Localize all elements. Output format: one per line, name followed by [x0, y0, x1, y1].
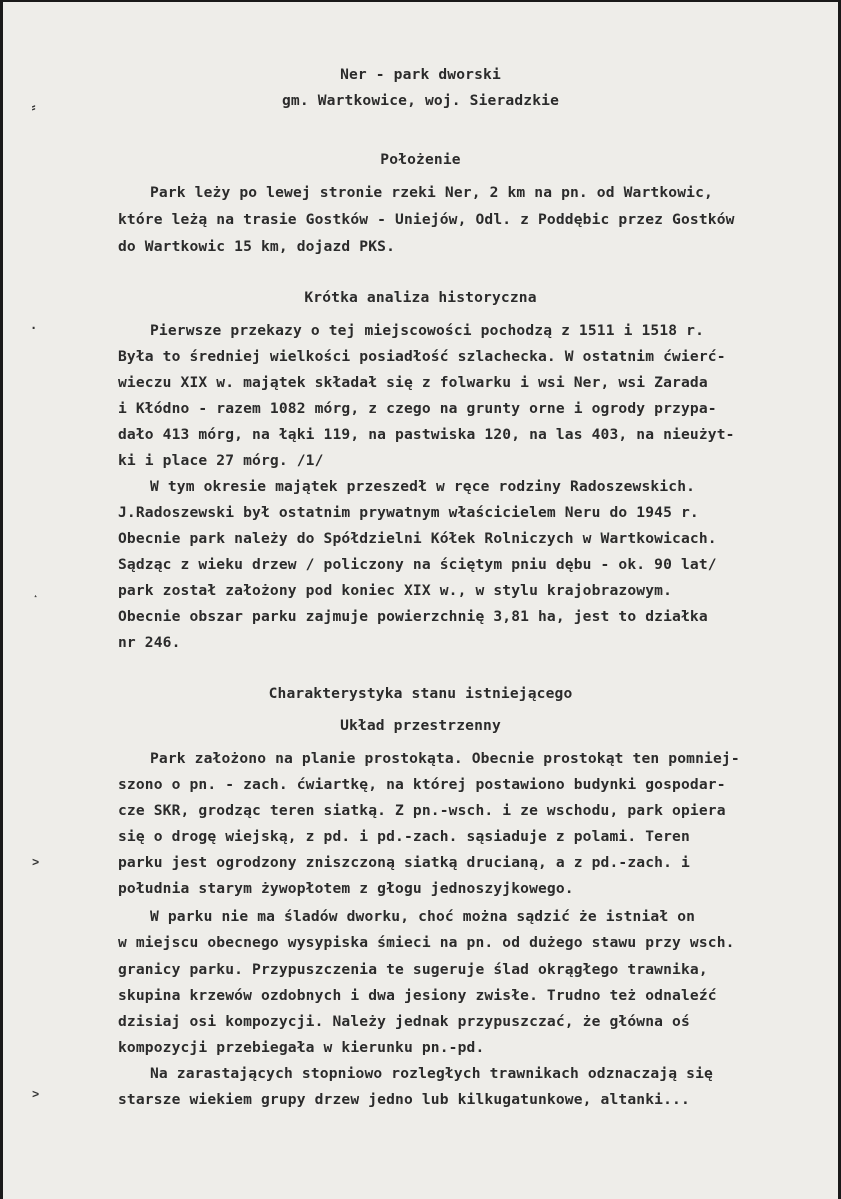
paragraph-line: J.Radoszewski był ostatnim prywatnym właścicielem Neru do 1945 r. [118, 504, 699, 521]
paragraph-line: i Kłódno - razem 1082 mórg, z czego na grunty orne i ogrody przypa- [118, 400, 717, 417]
document-title: Ner - park dworski [340, 66, 501, 83]
paragraph-line: Pierwsze przekazy o tej miejscowości pochodzą z 1511 i 1518 r. [150, 322, 705, 339]
margin-mark: ˃ [32, 855, 40, 869]
paragraph-line: do Wartkowic 15 km, dojazd PKS. [118, 238, 396, 255]
document-subtitle: gm. Wartkowice, woj. Sieradzkie [281, 92, 560, 109]
margin-mark: ˔ [32, 587, 40, 601]
paragraph-line: wieczu XIX w. majątek składał się z folwarku i wsi Ner, wsi Zarada [118, 374, 708, 391]
paragraph-line: Obecnie obszar parku zajmuje powierzchnię 3,81 ha, jest to działka [118, 608, 708, 625]
paragraph-line: dało 413 mórg, na łąki 119, na pastwiska 120, na las 403, na nieużyt- [118, 426, 735, 443]
margin-mark: ˃ [32, 1087, 40, 1101]
paragraph-line: Park założono na planie prostokąta. Obecnie prostokąt ten pomniej- [150, 750, 740, 767]
margin-mark: ⸗ [30, 100, 38, 114]
paragraph-line: W tym okresie majątek przeszedł w ręce rodziny Radoszewskich. [150, 478, 696, 495]
paragraph-line: kompozycji przebiegała w kierunku pn.-pd. [118, 1039, 485, 1056]
paragraph-line: cze SKR, grodząc teren siatką. Z pn.-wsch. i ze wschodu, park opiera [118, 802, 726, 819]
page-edge-left [0, 0, 3, 1199]
section-heading: Położenie [380, 151, 461, 168]
paragraph-line: szono o pn. - zach. ćwiartkę, na której postawiono budynki gospodar- [118, 776, 726, 793]
paragraph-line: granicy parku. Przypuszczenia te sugeruje ślad okrągłego trawnika, [118, 961, 708, 978]
paragraph-line: park został założony pod koniec XIX w., w stylu krajobrazowym. [118, 582, 673, 599]
paragraph-line: się o drogę wiejską, z pd. i pd.-zach. sąsiaduje z polami. Teren [118, 828, 690, 845]
margin-mark: · [30, 321, 38, 335]
paragraph-line: nr 246. [118, 634, 181, 651]
section-heading: Charakterystyka stanu istniejącego [268, 685, 573, 702]
paragraph-line: skupina krzewów ozdobnych i dwa jesiony zwisłe. Trudno też odnaleźć [118, 987, 717, 1004]
paragraph-line: Obecnie park należy do Spółdzielni Kółek Rolniczych w Wartkowicach. [118, 530, 717, 547]
paragraph-line: W parku nie ma śladów dworku, choć można sądzić że istniał on [150, 908, 696, 925]
paragraph-line: Park leży po lewej stronie rzeki Ner, 2 km na pn. od Wartkowic, [150, 184, 713, 201]
paragraph-line: starsze wiekiem grupy drzew jedno lub kilkugatunkowe, altanki... [118, 1091, 690, 1108]
section-subheading: Układ przestrzenny [340, 717, 501, 734]
paragraph-line: ki i place 27 mórg. /1/ [118, 452, 324, 469]
page-edge-top [0, 0, 841, 2]
paragraph-line: Na zarastających stopniowo rozległych trawnikach odznaczają się [150, 1065, 713, 1082]
paragraph-line: w miejscu obecnego wysypiska śmieci na pn. od dużego stawu przy wsch. [118, 934, 735, 951]
paragraph-line: parku jest ogrodzony zniszczoną siatką drucianą, a z pd.-zach. i [118, 854, 690, 871]
paragraph-line: Była to średniej wielkości posiadłość szlachecka. W ostatnim ćwierć- [118, 348, 726, 365]
section-heading: Krótka analiza historyczna [304, 289, 537, 306]
paragraph-line: dzisiaj osi kompozycji. Należy jednak przypuszczać, że główna oś [118, 1013, 690, 1030]
paragraph-line: Sądząc z wieku drzew / policzony na ściętym pniu dębu - ok. 90 lat/ [118, 556, 717, 573]
paragraph-line: południa starym żywopłotem z głogu jednoszyjkowego. [118, 880, 574, 897]
paragraph-line: które leżą na trasie Gostków - Uniejów, Odl. z Poddębic przez Gostków [118, 211, 735, 228]
